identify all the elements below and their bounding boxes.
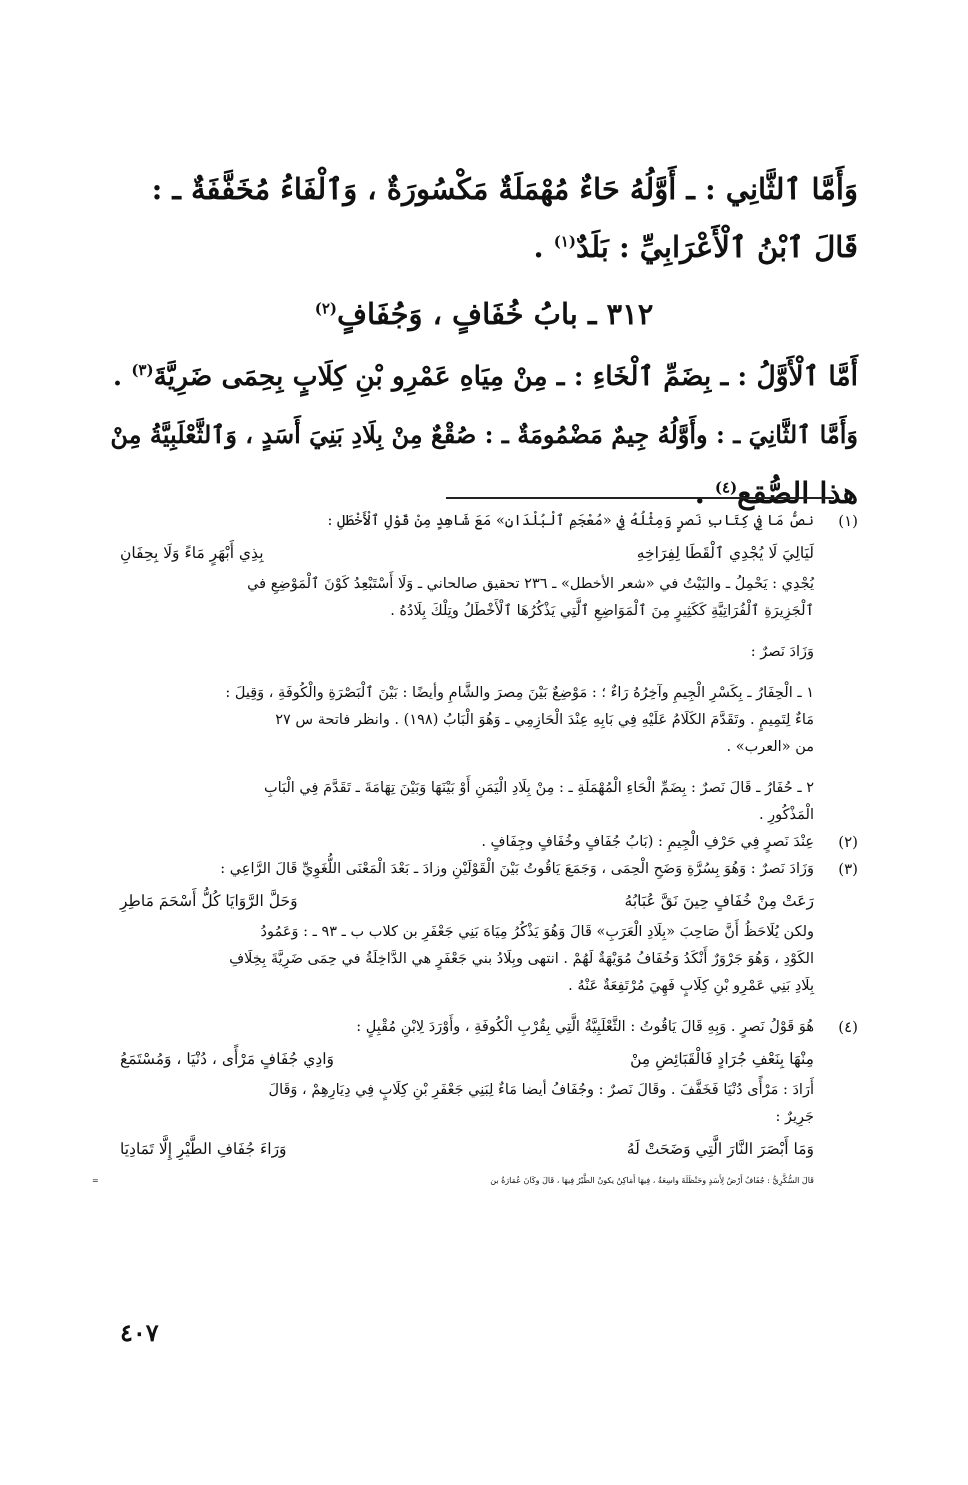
main-text	[110, 160, 858, 522]
footnote-1: (١) نصُّ مَا فِي كِتَابِ نَصرٍ وَمِثْلُهُ فِي «مُعْجَمِ ٱلْبُلْدَانِ» مَعَ شَاهِدٍ مِنْ قَوْلِ ٱلْأَخْطَلِ : لَيَالِيَ لَا يُجْدِي ٱلْقَطَا لِفِرَاخِهِ بِذِي أَبْهَرٍ مَاءً وَلَا بِحِفَانِ يُجْدِي : يَحْمِلُ ـ والبَيْتُ في «شعر الأخطل» ـ ٢٣٦ تحقيق صالحاني ـ وَلَا أَسْتَبْعِدُ كَوْنَ ٱلْمَوْضِعِ في ٱلْجَزِيرَةِ ٱلْفُرَاتِيَّةِ كَكَثِيرٍ مِنَ ٱلْمَوَاضِعِ ٱلَّتِي يَذْكُرُهَا ٱلْأَخْطَلُ وتِلْكَ بِلَادُهُ . وَزَادَ نَصرٌ : ١ ـ الْحِفَارُ ـ بِكَسْرِ الْجِيمِ وآخِرُهُ رَاءٌ ؛ : مَوْضِعٌ بَيْنَ مِصرَ والشَّامِ وأيضًا : بَيْنَ ٱلْبَصْرَةِ والْكُوفَةِ ، وَقِيلَ : مَاءٌ لِتَمِيمٍ . وتَقَدَّمَ الكَلَامُ عَلَيْهِ فِي بَابِهِ عِنْدَ الْحَازِمِي ـ وَهُوَ الْبَابُ (١٩٨) . وانظر فاتحة س ٢٧ من «العرب» . ٢ ـ حُفَارُ ـ قَالَ نَصرٌ : بِضَمِّ الْحَاءِ الْمُهْمَلَةِ ـ : مِنْ بِلَادِ الْيَمَنِ أَوْ بَيْنَهَا وَبَيْنَ تِهَامَةَ ـ تَقَدَّمَ فِي الْبَابِ الْمَذْكُورِ .	[120, 508, 858, 829]
footnote-divider	[446, 497, 834, 499]
footnote-ref: (٢)	[314, 299, 337, 318]
verse: مِنْهَا بِنَعْفِ جُرَادٍ فَالْقَبَائِضِ مِنْ وَادِي جُفَافٍ مَرْأًى ، دُنْيَا ، وَمُسْتَمَعُ	[120, 1050, 814, 1068]
footnote-number: (٣)	[838, 860, 858, 878]
main-line-2: قَالَ ٱبْنُ ٱلْأَعْرَابِيِّ : بَلَدٌ$^{(١)}$ .	[533, 230, 858, 264]
footnote-number: (٤)	[838, 1018, 858, 1036]
footnote-4: (٤) هُوَ قَوْلُ نَصرٍ . وَبِهِ قَالَ يَاقُوتُ : الثَّعْلَبِيَّةُ الَّتِي بِقُرْبِ الْكُوفَةِ ، وأَوْرَدَ لِابْنِ مُقْبِلٍ : مِنْهَا بِنَعْفِ جُرَادٍ فَالْقَبَائِضِ مِنْ وَادِي جُفَافٍ مَرْأًى ، دُنْيَا ، وَمُسْتَمَعُ أَرَادَ : مَرْأًى دُنْيَا فَخَفَّفَ . وقَالَ نَصرٌ : وجُفَافُ أيضا مَاءٌ لِبَنِي جَعْفَرِ بْنِ كِلَابٍ فِي دِيَارِهِمْ ، وَقَالَ جَرِيرٌ : وَمَا أَبْصَرَ النَّارَ الَّتِي وَضَحَتْ لَهُ وَرَاءَ جُفَافِ الطَّيْرِ إِلَّا تَمَادِيَا قَالَ السُّكَّرِيُّ : جُفَافُ أَرْضٌ لِأَسَدٍ وحَنْظَلَةَ واسِعَةٌ ، فِيهَا أَمَاكِنُ يكونُ الطَّيْرُ فِيهَا ، قَالَ وكَانَ عُمَارَةُ بن =	[120, 1014, 858, 1194]
page-number: ٤٠٧	[120, 1318, 159, 1347]
footnote-number: (١)	[838, 512, 858, 530]
footnote-2: (٢) عِنْدَ نَصرٍ فِي حَرْفِ الْجِيمِ : (بَابُ جُفَافٍ وخُفَافٍ وجِفَافٍ .	[120, 829, 858, 856]
main-line-1: وَأَمَّا ٱلثَّانِي : ـ أَوَّلُهُ حَاءٌ مُهْمَلَةٌ مَكْسُورَةٌ ، وَٱلْفَاءُ مُخَفَّفَةٌ ـ :	[151, 172, 858, 206]
footnote-ref: (١)	[553, 232, 576, 251]
verse: وَمَا أَبْصَرَ النَّارَ الَّتِي وَضَحَتْ لَهُ وَرَاءَ جُفَافِ الطَّيْرِ إِلَّا تَمَادِيَا	[120, 1140, 814, 1158]
footnotes	[92, 508, 858, 1194]
main-line-3: أَمَّا ٱلْأَوَّلُ : ـ بِضَمِّ ٱلْخَاءِ : ـ مِنْ مِيَاهِ عَمْرِو بْنِ كِلَابٍ بِحِمَى ضَرِيَّةَ$^{(٣)}$ .	[112, 361, 858, 392]
footnote-number: (٢)	[838, 833, 858, 851]
footnote-3: (٣) وَزَادَ نَصرٌ : وَهُوَ بِسُرَّةِ وَضَحِ الْحِمَى ، وَجَمَعَ يَاقُوتُ بَيْنَ الْقَوْلَيْنِ وزادَ ـ بَعْدَ الْمَعْنَى اللُّغَوِيِّ قَالَ الرَّاعِي : رَعَتْ مِنْ خُفَافٍ حِينَ نَقَّ عُبَابُهُ وَحَلَّ الرَّوَايَا كُلُّ أَسْحَمَ مَاطِرِ ولكن يُلَاحَظُ أَنَّ صَاحِبَ «بِلَادِ الْعَرَبِ» قَالَ وَهُوَ يَذْكُرُ مِيَاهَ بَنِي جَعْفَرِ بن كلاب ب ـ ٩٣ ـ : وَعَمُودُ الكَوْدِ ، وَهُوَ جَرْوَرٌ أَنْكَدُ وَخُفَافُ مُوَيْهَةٌ لَهُمْ . انتهى وبِلَادُ بني جَعْفَرٍ هي الدَّاخِلَةُ في حِمَى ضَرِيَّةَ بِخِلَافِ بِلَادِ بَنِي عَمْرِو بْنِ كِلَابٍ فَهِيَ مُرْتَفِعَةٌ عَنْهُ .	[120, 856, 858, 1000]
main-line-5: هذا الصُّقع$^{(٤)}$ .	[694, 476, 858, 510]
verse: لَيَالِيَ لَا يُجْدِي ٱلْقَطَا لِفِرَاخِهِ بِذِي أَبْهَرٍ مَاءً وَلَا بِحِفَانِ	[120, 544, 814, 562]
continuation-mark: =	[92, 1176, 99, 1185]
section-heading: ٣١٢ ـ بابُ خُفَافٍ ، وَجُفَافٍ$^{(٢)}$	[314, 297, 654, 331]
main-line-4: وَأَمَّا ٱلثَّانِيَ ـ : وأَوَّلُهُ جِيمٌ مَضْمُومَةٌ ـ : صُقْعٌ مِنْ بِلَادِ بَنِيَ أَسَدٍ ، وَٱلثَّعْلَبِيَّةُ مِنْ	[110, 420, 858, 449]
footnote-ref: (٣)	[131, 361, 154, 380]
footnote-ref: (٤)	[714, 478, 738, 497]
verse: رَعَتْ مِنْ خُفَافٍ حِينَ نَقَّ عُبَابُهُ وَحَلَّ الرَّوَايَا كُلُّ أَسْحَمَ مَاطِرِ	[120, 892, 814, 910]
